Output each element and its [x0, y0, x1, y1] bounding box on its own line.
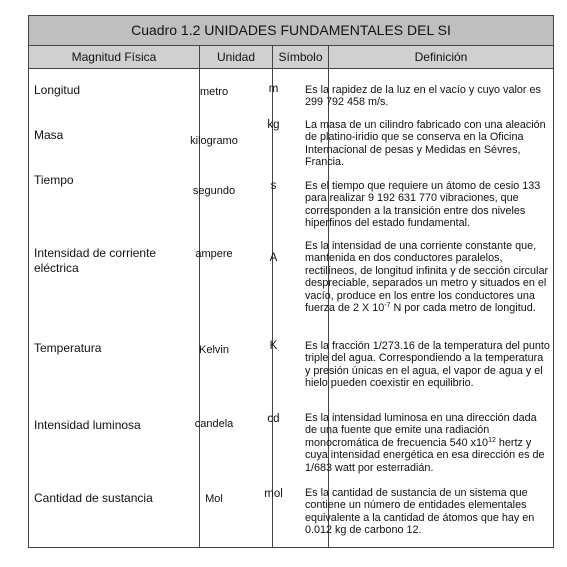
row-simbolo: m [268, 83, 279, 95]
row-simbolo: K [269, 340, 278, 352]
row-magnitud: Tiempo [34, 173, 74, 187]
row-unidad: candela [194, 418, 234, 430]
row-unidad: metro [199, 86, 229, 98]
definition-tail: N por cada metro de longitud. [390, 302, 536, 315]
row-simbolo: s [270, 180, 277, 192]
row-simbolo: A [269, 252, 278, 264]
definition-tail: hertz y cuya intensidad energética en esa dirección es de 1/683 watt por esterradián. [305, 436, 545, 474]
row-definicion: La masa de un cilindro fabricado con una aleación de platino-iridio que se conserva en la Oficina Internacional de pesas y Medidas en Sévres, Francia. [305, 119, 546, 169]
row-unidad: segundo [192, 185, 236, 197]
definition-text: Es la intensidad luminosa en una dirección dada de una fuente que emite una radiación monocromática de frecuencia 540 x10 [305, 412, 537, 449]
table-title: Cuadro 1.2 UNIDADES FUNDAMENTALES DEL SI [29, 16, 553, 46]
header-definicion: Definición [329, 46, 553, 69]
column-divider [199, 46, 200, 547]
row-definicion: Es el tiempo que requiere un átomo de cesio 133 para realizar 9 192 631 770 vibraciones, que corresponden a la transición entre dos niveles hiperfinos del estado fundamental. [305, 180, 541, 230]
row-magnitud: Temperatura [34, 341, 102, 355]
row-definicion [305, 240, 551, 314]
row-simbolo: mol [264, 488, 283, 500]
row-unidad: Mol [205, 493, 223, 505]
row-simbolo: cd [267, 413, 280, 425]
header-magnitud: Magnitud Física [29, 46, 199, 69]
row-unidad: kilogramo [190, 135, 238, 147]
header-simbolo: Símbolo [273, 46, 328, 69]
exponent: 12 [488, 436, 496, 444]
row-unidad: Kelvin [199, 344, 229, 356]
row-definicion: Es la rapidez de la luz en el vacío y cuyo valor es 299 792 458 m/s. [305, 84, 541, 109]
row-definicion [305, 412, 551, 474]
row-unidad: ampere [195, 248, 233, 260]
row-definicion: Es la cantidad de sustancia de un sistema que contiene un número de entidades elementales equivalente a la cantidad de átomos que hay en 0.012 kg de carbono 12. [305, 487, 535, 537]
exponent: -7 [384, 302, 391, 310]
row-magnitud: Cantidad de sustancia [34, 491, 153, 505]
si-units-table [28, 15, 554, 548]
row-definicion: Es la fracción 1/273.16 de la temperatura del punto triple del agua. Correspondiendo a la temperatura y presión únicas en el agua, el vapor de agua y el hielo pueden coexistir en equilibrio. [305, 340, 550, 390]
definition-text: Es la intensidad de una corriente constante que, mantenida en dos conductores paralelos, rectilíneos, de longitud infinita y de sección circular despreciable, separados un metro y situados en el vacío, produce en los entre los conductores una fuerza de 2 X 10 [305, 240, 549, 315]
header-unidad: Unidad [200, 46, 272, 69]
row-magnitud: Masa [34, 128, 64, 142]
row-simbolo: kg [267, 119, 280, 131]
row-magnitud: Intensidad de corriente eléctrica [34, 246, 157, 275]
row-magnitud: Intensidad luminosa [34, 418, 141, 432]
row-magnitud: Longitud [34, 83, 81, 97]
